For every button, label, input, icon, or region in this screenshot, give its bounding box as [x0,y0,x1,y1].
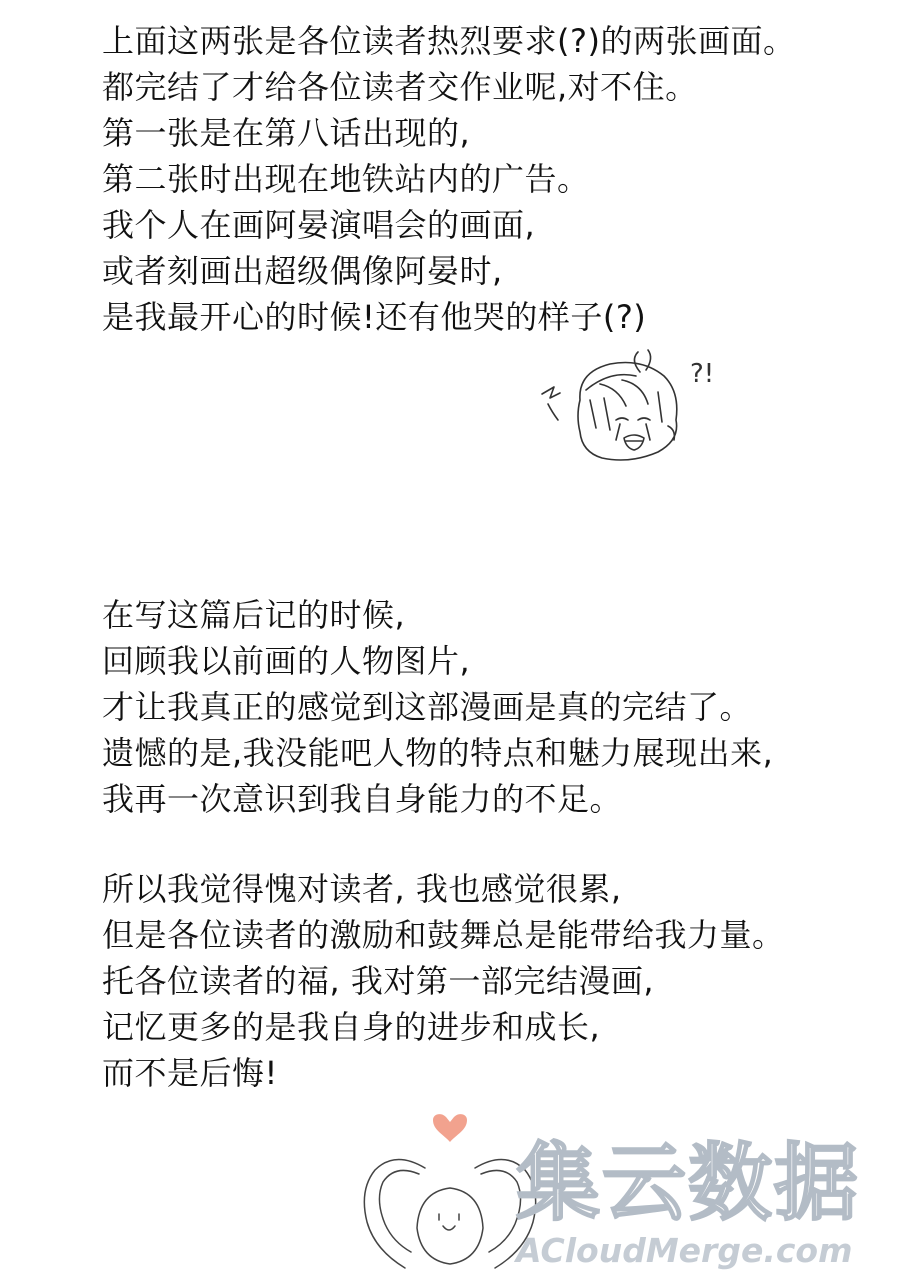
text-line: 都完结了才给各位读者交作业呢,对不住。 [102,68,698,106]
afterword-paragraph-3 [102,866,785,1096]
afterword-paragraph-2 [102,592,773,822]
afterword-paragraph-1 [102,18,795,340]
text-line: 但是各位读者的激励和鼓舞总是能带给我力量。 [102,916,785,954]
text-line: 上面这两张是各位读者热烈要求(?)的两张画面。 [102,22,796,60]
text-line: 我个人在画阿晏演唱会的画面, [102,206,536,244]
heart-icon [433,1114,467,1142]
text-line: 或者刻画出超级偶像阿晏时, [102,252,503,290]
watermark-english-text: ACloudMerge.com [516,1231,853,1270]
text-line: 是我最开心的时候!还有他哭的样子(?) [102,298,647,336]
text-line: 才让我真正的感觉到这部漫画是真的完结了。 [102,688,753,726]
text-line: 第二张时出现在地铁站内的广告。 [102,160,590,198]
crying-boy-doodle [530,340,730,475]
text-line: 遗憾的是,我没能吧人物的特点和魅力展现出来, [102,734,774,772]
text-line: 我再一次意识到我自身能力的不足。 [102,780,623,818]
text-line: 第一张是在第八话出现的, [102,114,471,152]
text-line: 所以我觉得愧对读者, 我也感觉很累, [102,870,622,908]
text-line: 而不是后悔! [102,1054,278,1092]
doodle-annotation: ?! [690,359,715,389]
text-line: 在写这篇后记的时候, [102,596,406,634]
text-line: 记忆更多的是我自身的进步和成长, [102,1008,601,1046]
text-line: 托各位读者的福, 我对第一部完结漫画, [102,962,655,1000]
watermark-chinese-text: 集云数据 [516,1134,861,1232]
watermark [510,1135,895,1275]
text-line: 回顾我以前画的人物图片, [102,642,471,680]
